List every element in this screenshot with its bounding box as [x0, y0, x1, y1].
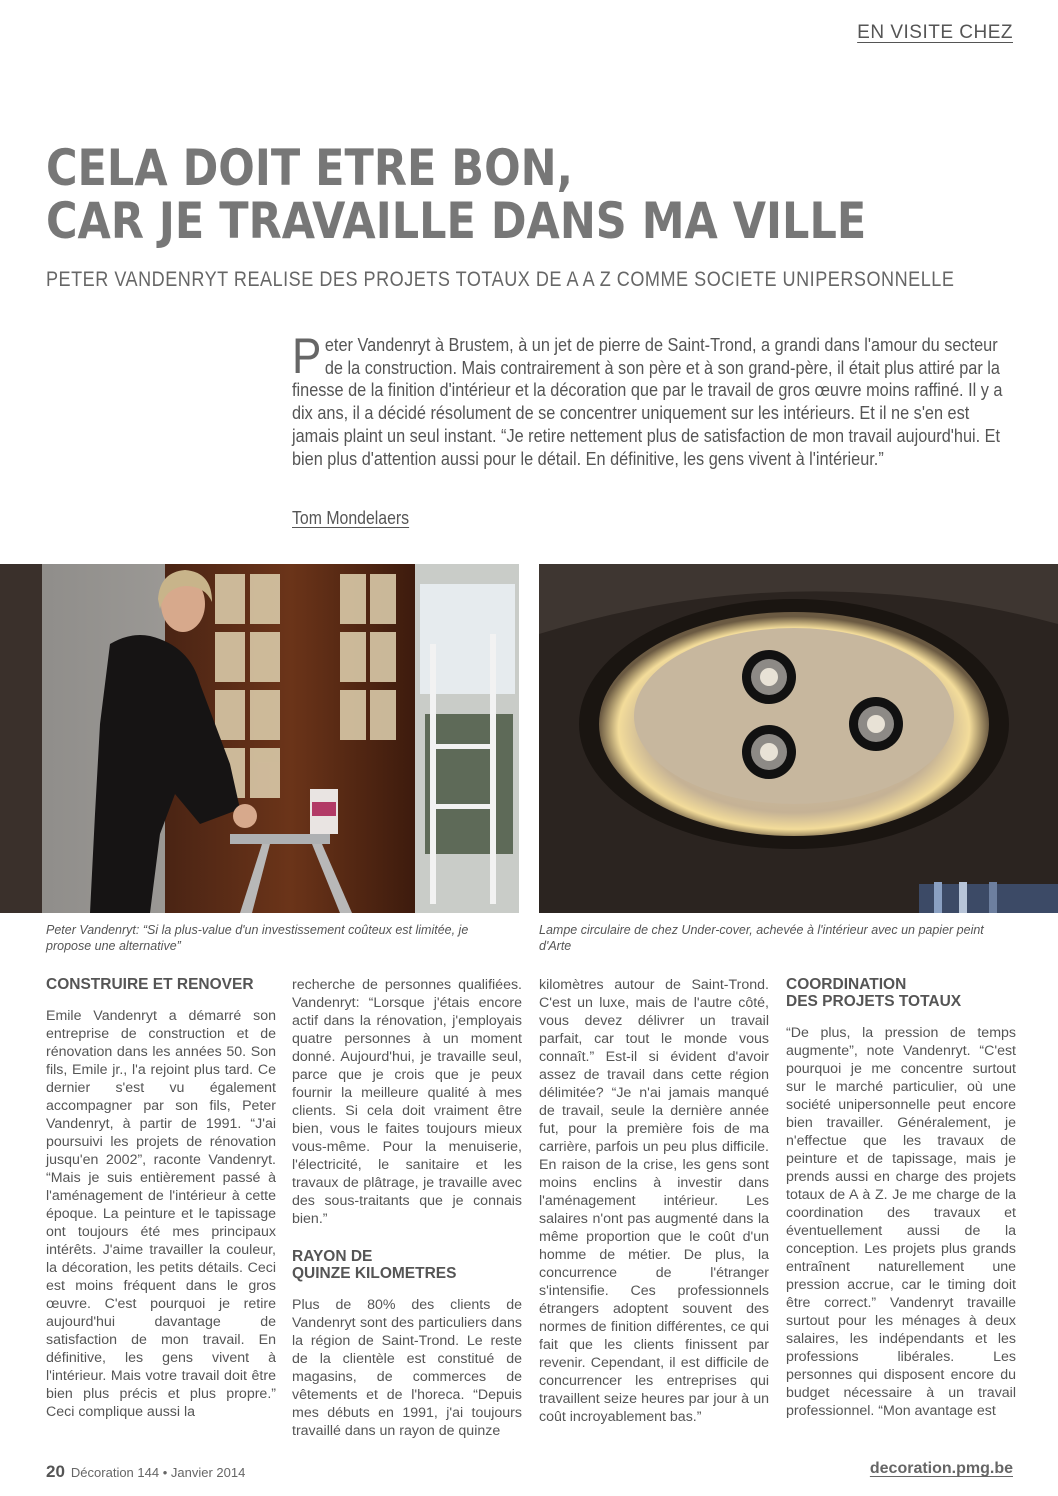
photo-illustration-lamp — [539, 564, 1058, 913]
photo-circular-lamp — [539, 564, 1058, 913]
drop-cap: P — [292, 328, 322, 384]
column-2-text: recherche de personnes qualifiées. Vandenryt: “Lorsque j'étais encore actif dans la rénovation, j'employais quatre personnes à un moment donné. Aujourd'hui, je travaille seul, parce que je crois que je peux fournir la meilleure qualité à mes clients. Si cela doit vraiment être bien, vous le faites toujours mieux vous-même. Pour la menuiserie, l'électricité, le sanitaire et les travaux de plâtrage, je travaille avec des sous-traitants que je connais bien.” — [292, 977, 522, 1227]
photo-illustration-man — [0, 564, 519, 913]
heading-rayon-line-1: RAYON DE — [292, 1248, 373, 1265]
heading-rayon-line-2: QUINZE KILOMETRES — [292, 1265, 457, 1282]
website-link[interactable]: decoration.pmg.be — [869, 1460, 1013, 1477]
column-1-text: Emile Vandenryt a démarré son entreprise de construction et de rénovation dans les années 50. Son fils, Emile jr., l'a rejoint plus tard. Ce dernier s'est vu également accompagner par son fils, Peter Vandenryt, à partir de 1991. “J'ai poursuivi les projets de rénovation jusqu'en 2002”, raconte Vandenryt. “Mais je suis entièrement passé à l'aménagement de l'intérieur à cette époque. La peinture et le tapissage ont toujours été mes principaux intérêts. J'aime travailler la couleur, la décoration, les petits détails. Ceci est moins fréquent dans le gros œuvre. C'est pourquoi je retire aujourd'hui davantage de satisfaction de mon travail. En définitive, les gens vivent à l'intérieur. Mais votre travail doit être bien plus précis et plus propre.” Ceci complique aussi la — [46, 1008, 276, 1420]
author-byline: Tom Mondelaers — [292, 508, 410, 528]
heading-coordination-des-projets-totaux — [786, 976, 1016, 1010]
caption-left-photo: Peter Vandenryt: “Si la plus-value d'un investissement coûteux est limitée, je propose une alternative” — [46, 923, 469, 953]
footer-issue-info — [46, 1462, 245, 1482]
intro-paragraph — [292, 328, 1012, 470]
intro-text: eter Vandenryt à Brustem, à un jet de pierre de Saint-Trond, a grandi dans l'amour du secteur de la construction. Mais contrairement à son père et à son grand-père, il était plus attiré par la finesse de la finition d'intérieur et la décoration que par le travail de gros œuvre moins raffiné. Il y a dix ans, il a décidé résolument de se concentrer uniquement sur les intérieurs. Et il ne s'en est jamais plaint un seul instant. “Je retire nettement plus de satisfaction de mon travail aujourd'hui. Et bien plus d'attention aussi pour le détail. En définitive, les gens vivent à l'intérieur.” — [292, 334, 1003, 469]
page-number: 20 — [46, 1462, 65, 1481]
heading-coordination-line-1: COORDINATION — [786, 976, 907, 993]
heading-rayon-de-quinze-kilometres — [292, 1248, 522, 1282]
caption-right-photo: Lampe circulaire de chez Under-cover, achevée à l'intérieur avec un papier peint d'Arte — [539, 923, 984, 953]
headline-line-1: CELA DOIT ETRE BON, — [46, 139, 573, 197]
heading-construire-et-renover: CONSTRUIRE ET RENOVER — [46, 976, 254, 993]
column-2-text-2: Plus de 80% des clients de Vandenryt sont des particuliers dans la région de Saint-Trond. Le reste de la clientèle est constitué de magasins, de commerces de vêtements et de l'horeca. “Depuis mes débuts en 1991, j'ai toujours travaillé dans un rayon de quinze — [292, 1297, 522, 1439]
column-3 — [539, 976, 769, 1426]
headline — [46, 139, 889, 250]
column-2 — [292, 976, 522, 1440]
column-3-text: kilomètres autour de Saint-Trond. C'est un luxe, mais de l'autre côté, vous devez délivrer un travail parfait, car tout le monde vous connaît.” Est-il si évident d'avoir assez de travail dans cette région délimitée? “Je n'ai jamais manqué de travail, seule la dernière année fut, pour la première fois de ma carrière, parfois un peu plus difficile. En raison de la crise, les gens sont moins enclins à investir dans l'aménagement intérieur. Les salaires n'ont pas augmenté dans la même proportion que le coût d'un homme de métier. De plus, la concurrence de l'étranger s'intensifie. Ces professionnels étrangers adoptent souvent des normes de finition différentes, ce qui fait que les clients finissent par revenir. Cependant, il est difficile de concurrencer les entreprises qui travaillent seize heures par jour à un coût incroyablement bas.” — [539, 977, 769, 1425]
issue-info: Décoration 144 • Janvier 2014 — [70, 1465, 246, 1480]
photo-peter-vandenryt — [0, 564, 519, 913]
heading-coordination-line-2: DES PROJETS TOTAUX — [786, 993, 962, 1010]
headline-line-2: CAR JE TRAVAILLE DANS MA VILLE — [46, 192, 867, 250]
column-1 — [46, 976, 276, 1421]
column-4-text: “De plus, la pression de temps augmente”, note Vandenryt. “C'est pourquoi je me concentre surtout sur le marché particulier, où une société unipersonnelle peut encore bien travailler. Généralement, je n'effectue que les travaux de peinture et de tapissage, mais je prends aussi en charge des projets totaux de A à Z. Je me charge de la coordination des travaux et éventuellement aussi de la conception. Les projets plus grands entraînent naturellement une pression accrue, car le timing doit être correct.” Vandenryt travaille surtout pour les ménages à deux salaires, les indépendants et les professions libérales. Les personnes qui disposent encore du budget nécessaire à un travail professionnel. “Mon avantage est — [786, 1025, 1016, 1419]
subheadline: PETER VANDENRYT REALISE DES PROJETS TOTAUX DE A A Z COMME SOCIETE UNIPERSONNELLE — [46, 268, 955, 291]
section-tag: EN VISITE CHEZ — [857, 22, 1013, 43]
column-4 — [786, 976, 1016, 1420]
